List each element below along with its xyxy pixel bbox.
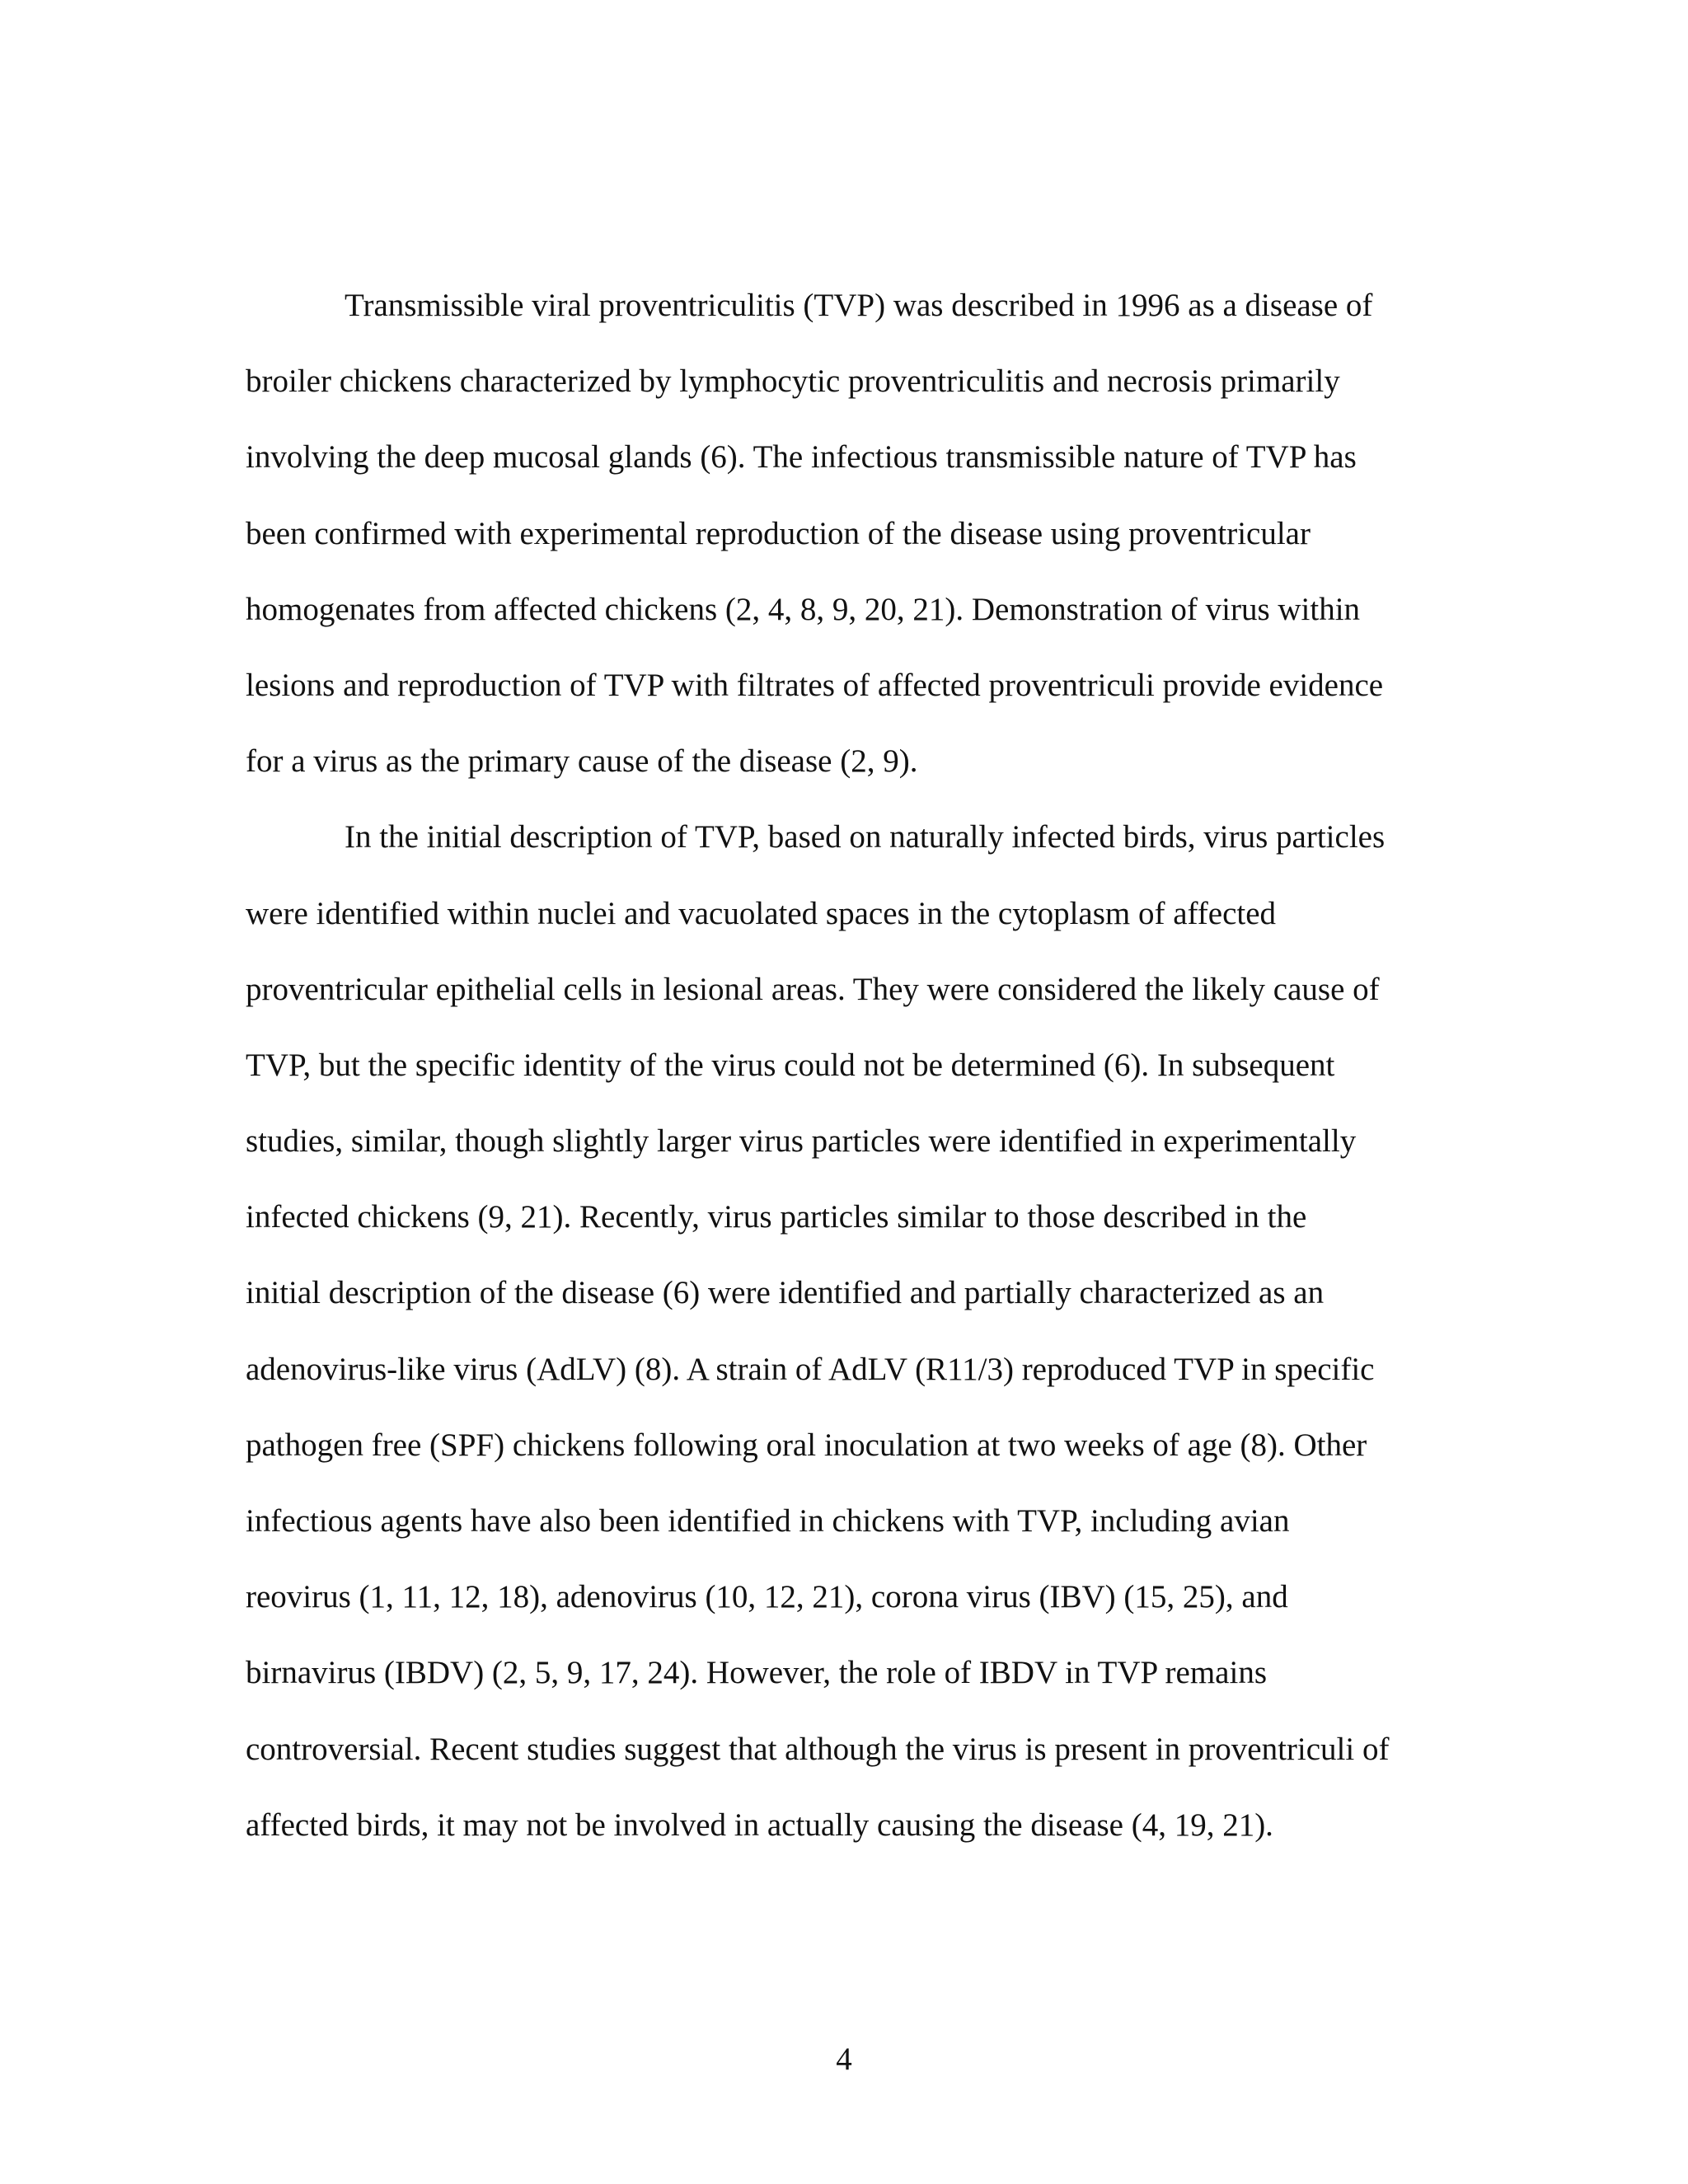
text-line: adenovirus-like virus (AdLV) (8). A strain of AdLV (R11/3) reproduced TVP in specific — [246, 1351, 1375, 1387]
text-line: involving the deep mucosal glands (6). The infectious transmissible nature of TVP has — [246, 439, 1357, 476]
paragraph-1 — [246, 268, 1449, 799]
text-line: Transmissible viral proventriculitis (TVP) was described in 1996 as a disease of — [345, 288, 1373, 323]
text-line: reovirus (1, 11, 12, 18), adenovirus (10, 12, 21), corona virus (IBV) (15, 25), and — [246, 1579, 1288, 1615]
body-text — [246, 268, 1449, 1863]
text-line: were identified within nuclei and vacuolated spaces in the cytoplasm of affected — [246, 895, 1277, 931]
text-line: controversial. Recent studies suggest that although the virus is present in proventriculi of — [246, 1731, 1390, 1767]
text-line: broiler chickens characterized by lymphocytic proventriculitis and necrosis primarily — [246, 363, 1340, 400]
text-line: In the initial description of TVP, based on naturally infected birds, virus particles — [345, 819, 1386, 855]
text-line: lesions and reproduction of TVP with filtrates of affected proventriculi provide evidence — [246, 667, 1384, 703]
text-line: pathogen free (SPF) chickens following oral inoculation at two weeks of age (8). Other — [246, 1427, 1367, 1463]
text-line: infectious agents have also been identified in chickens with TVP, including avian — [246, 1503, 1290, 1539]
text-line: birnavirus (IBDV) (2, 5, 9, 17, 24). However, the role of IBDV in TVP remains — [246, 1655, 1267, 1691]
text-line: been confirmed with experimental reproduction of the disease using proventricular — [246, 515, 1311, 551]
text-line: affected birds, it may not be involved in actually causing the disease (4, 19, 21). — [246, 1807, 1273, 1843]
text-line: homogenates from affected chickens (2, 4, 8, 9, 20, 21). Demonstration of virus within — [246, 591, 1361, 627]
text-line: for a virus as the primary cause of the disease (2, 9). — [246, 743, 918, 780]
text-line: infected chickens (9, 21). Recently, virus particles similar to those described in the — [246, 1199, 1307, 1235]
text-line: initial description of the disease (6) were identified and partially characterized as an — [246, 1275, 1325, 1311]
text-line: studies, similar, though slightly larger virus particles were identified in experimentally — [246, 1123, 1357, 1160]
text-line: TVP, but the specific identity of the virus could not be determined (6). In subsequent — [246, 1047, 1335, 1083]
page-number: 4 — [836, 2041, 852, 2077]
text-line: proventricular epithelial cells in lesional areas. They were considered the likely cause of — [246, 971, 1380, 1007]
paragraph-2 — [246, 799, 1449, 1863]
